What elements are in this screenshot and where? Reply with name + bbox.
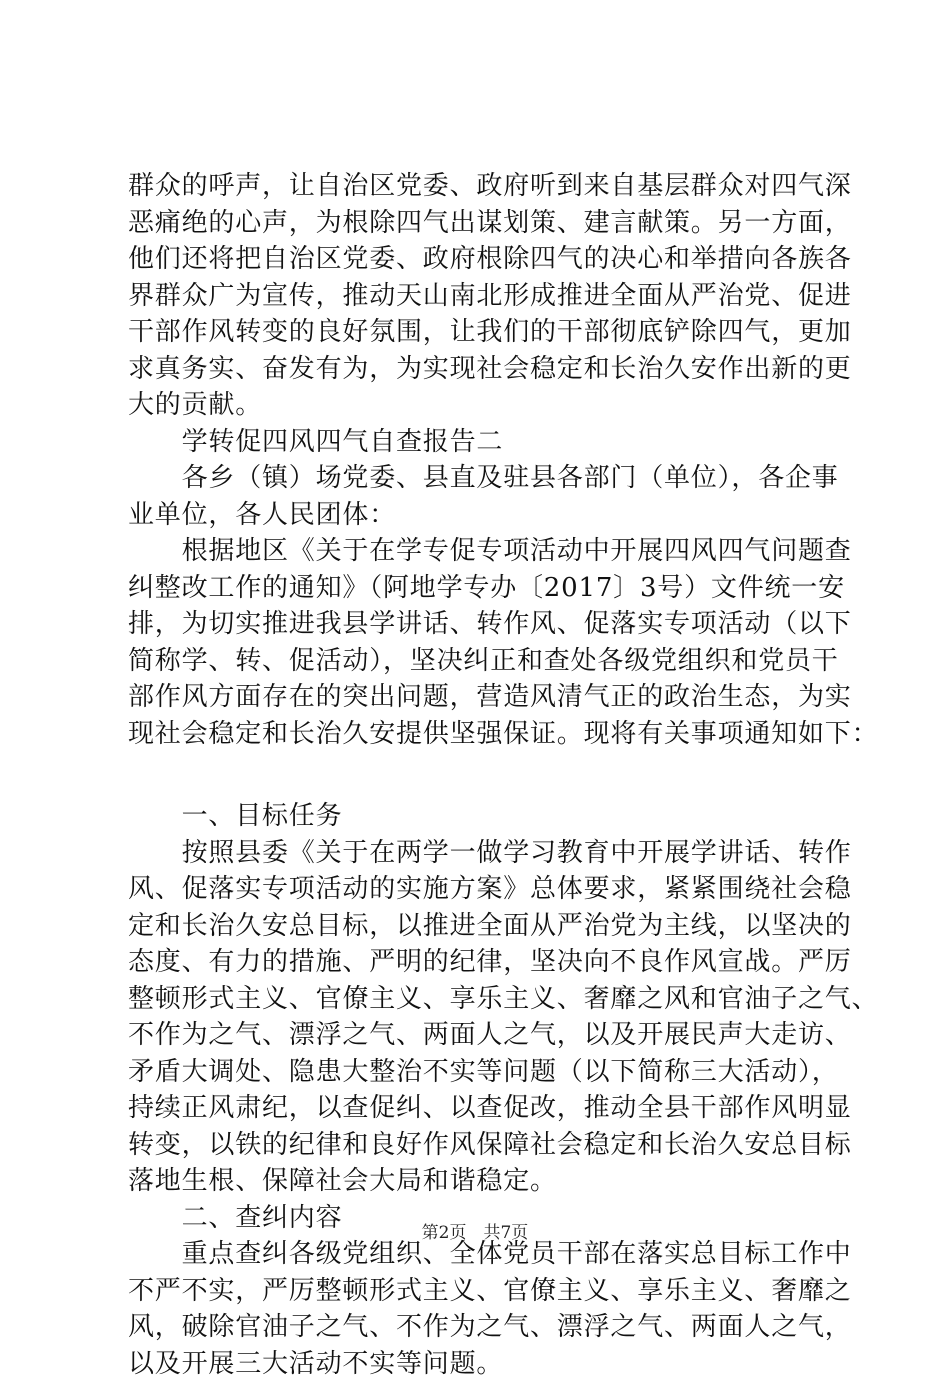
text-line: 整顿形式主义、官僚主义、享乐主义、奢靡之风和官油子之气、 bbox=[128, 981, 868, 1018]
text-line: 重点查纠各级党组织、全体党员干部在落实总目标工作中 bbox=[128, 1236, 868, 1273]
text-line: 部作风方面存在的突出问题，营造风清气正的政治生态，为实 bbox=[128, 679, 868, 716]
text-line: 简称学、转、促活动），坚决纠正和查处各级党组织和党员干 bbox=[128, 643, 868, 680]
text-line: 不作为之气、漂浮之气、两面人之气，以及开展民声大走访、 bbox=[128, 1017, 868, 1054]
section-heading: 学转促四风四气自查报告二 bbox=[128, 424, 868, 461]
paragraph-gap bbox=[128, 752, 868, 798]
text-line: 他们还将把自治区党委、政府根除四气的决心和举措向各族各 bbox=[128, 241, 868, 278]
text-line: 干部作风转变的良好氛围，让我们的干部彻底铲除四气，更加 bbox=[128, 314, 868, 351]
text-line: 转变，以铁的纪律和良好作风保障社会稳定和长治久安总目标 bbox=[128, 1127, 868, 1164]
text-line: 纠整改工作的通知》（阿地学专办〔2017〕3号）文件统一安 bbox=[128, 570, 868, 607]
text-line: 以及开展三大活动不实等问题。 bbox=[128, 1346, 868, 1382]
text-line: 态度、有力的措施、严明的纪律，坚决向不良作风宣战。严厉 bbox=[128, 944, 868, 981]
text-line: 风，破除官油子之气、不作为之气、漂浮之气、两面人之气， bbox=[128, 1309, 868, 1346]
document-body bbox=[128, 168, 868, 1382]
text-line: 排，为切实推进我县学讲话、转作风、促落实专项活动（以下 bbox=[128, 606, 868, 643]
text-line: 持续正风肃纪，以查促纠、以查促改，推动全县干部作风明显 bbox=[128, 1090, 868, 1127]
text-line: 业单位，各人民团体： bbox=[128, 497, 868, 534]
section-heading: 二、查纠内容 bbox=[128, 1200, 868, 1237]
text-line: 群众的呼声，让自治区党委、政府听到来自基层群众对四气深 bbox=[128, 168, 868, 205]
text-line: 大的贡献。 bbox=[128, 387, 868, 424]
text-line: 不严不实，严厉整顿形式主义、官僚主义、享乐主义、奢靡之 bbox=[128, 1273, 868, 1310]
text-line: 界群众广为宣传，推动天山南北形成推进全面从严治党、促进 bbox=[128, 278, 868, 315]
text-line: 各乡（镇）场党委、县直及驻县各部门（单位），各企事 bbox=[128, 460, 868, 497]
text-line: 现社会稳定和长治久安提供坚强保证。现将有关事项通知如下： bbox=[128, 716, 868, 753]
text-line: 按照县委《关于在两学一做学习教育中开展学讲话、转作 bbox=[128, 835, 868, 872]
text-line: 恶痛绝的心声，为根除四气出谋划策、建言献策。另一方面， bbox=[128, 205, 868, 242]
text-line: 矛盾大调处、隐患大整治不实等问题（以下简称三大活动）， bbox=[128, 1054, 868, 1091]
text-line: 落地生根、保障社会大局和谐稳定。 bbox=[128, 1163, 868, 1200]
section-heading: 一、目标任务 bbox=[128, 798, 868, 835]
text-line: 风、促落实专项活动的实施方案》总体要求，紧紧围绕社会稳 bbox=[128, 871, 868, 908]
page-number-footer: 第2页 共7页 bbox=[0, 1218, 950, 1243]
text-line: 根据地区《关于在学专促专项活动中开展四风四气问题查 bbox=[128, 533, 868, 570]
text-line: 求真务实、奋发有为，为实现社会稳定和长治久安作出新的更 bbox=[128, 351, 868, 388]
text-line: 定和长治久安总目标，以推进全面从严治党为主线，以坚决的 bbox=[128, 908, 868, 945]
